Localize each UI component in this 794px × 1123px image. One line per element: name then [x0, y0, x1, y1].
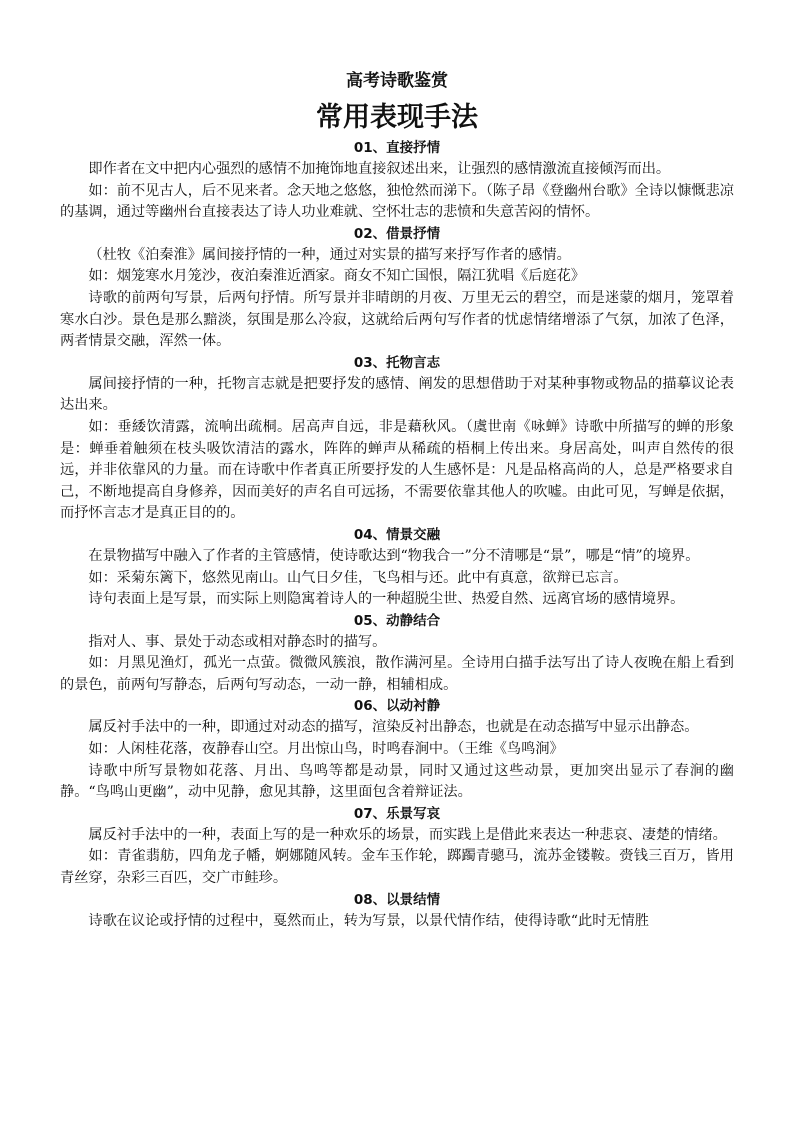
document-title: 高考诗歌鉴赏: [346, 71, 448, 91]
section-paragraph: 在景物描写中融入了作者的主管感情，使诗歌达到“物我合一”分不清哪是“景”，哪是“情”的境界。: [88, 547, 700, 564]
section-heading: 06、以动衬静: [353, 698, 441, 715]
section-heading: 07、乐景写哀: [353, 805, 441, 822]
section-heading: 03、托物言志: [353, 354, 441, 371]
section-paragraph: 如：人闲桂花落，夜静春山空。月出惊山鸟，时鸣春涧中。（王维《鸟鸣涧》: [88, 741, 564, 758]
section-heading: 08、以景结情: [353, 891, 441, 908]
section-paragraph: 属间接抒情的一种，托物言志就是把要抒发的感情、阐发的思想借助于对某种事物或物品的描摹议论表达出来。: [60, 375, 734, 414]
section-paragraph: 诗歌的前两句写景，后两句抒情。所写景并非晴朗的月夜、万里无云的碧空，而是迷蒙的烟月，笼罩着寒水白沙。景色是那么黯淡，氛围是那么冷寂，这就给后两句写作者的忧虑情绪增添了气氛，加浓了色泽，两者情景交融，浑然一体。: [60, 289, 734, 350]
section-paragraph: 如：青雀翡舫，四角龙子幡，婀娜随风转。金车玉作轮，踯躅青骢马，流苏金镂鞍。赍钱三百万，皆用青丝穿，杂彩三百匹，交广市鲑珍。: [60, 848, 734, 887]
section-paragraph: 属反衬手法中的一种，表面上写的是一种欢乐的场景，而实践上是借此来表达一种悲哀、凄楚的情绪。: [88, 826, 727, 843]
document-subtitle: 常用表现手法: [316, 102, 478, 133]
section-paragraph: 诗句表面上是写景，而实际上则隐寓着诗人的一种超脱尘世、热爱自然、远离官场的感情境界。: [88, 591, 685, 608]
section-paragraph: （杜牧《泊秦淮》属间接抒情的一种，通过对实景的描写来抒写作者的感情。: [88, 246, 571, 263]
section-paragraph: 属反衬手法中的一种，即通过对动态的描写，渲染反衬出静态，也就是在动态描写中显示出静态。: [88, 719, 699, 736]
section-paragraph: 如：采菊东篱下，悠然见南山。山气日夕佳，飞鸟相与还。此中有真意，欲辩已忘言。: [88, 569, 628, 586]
section-heading: 01、直接抒情: [353, 140, 441, 156]
section-heading: 04、情景交融: [353, 526, 441, 543]
section-heading: 02、借景抒情: [353, 225, 441, 242]
section-paragraph: 如：垂緌饮清露，流响出疏桐。居高声自远，非是藉秋风。（虞世南《咏蝉》诗歌中所描写的蝉的形象是：蝉垂着触须在枝头吸饮清洁的露水，阵阵的蝉声从稀疏的梧桐上传出来。身居高处，叫声自然传的很远，并非依靠风的力量。而在诗歌中作者真正所要抒发的人生感怀是：凡是品格高尚的人，总是严格要求自己，不断地提高自身修养，因而美好的声名自可远扬，不需要依靠其他人的吹嘘。由此可见，写蝉是依据，而抒怀言志才是真正目的的。: [60, 418, 734, 522]
section-paragraph: 如：月黑见渔灯，孤光一点萤。微微风簇浪，散作满河星。全诗用白描手法写出了诗人夜晚在船上看到的景色，前两句写静态，后两句写动态，一动一静，相辅相成。: [60, 655, 734, 693]
sections-container: [60, 138, 734, 932]
section-paragraph: 诗歌在议论或抒情的过程中，戛然而止，转为写景，以景代情作结，使得诗歌“此时无情胜: [88, 912, 649, 929]
document-page: [60, 68, 734, 932]
section-paragraph: 指对人、事、景处于动态或相对静态时的描写。: [88, 633, 387, 650]
section-heading: 05、动静结合: [353, 612, 441, 629]
section-paragraph: 如：前不见古人，后不见来者。念天地之悠悠，独怆然而涕下。（陈子昂《登幽州台歌》全诗以慷慨悲凉的基调，通过等幽州台直接表达了诗人功业难就、空怀壮志的悲愤和失意苦闷的情怀。: [60, 182, 734, 221]
section-paragraph: 即作者在文中把内心强烈的感情不加掩饰地直接叙述出来，让强烈的感情激流直接倾泻而出。: [88, 161, 671, 177]
section-paragraph: 诗歌中所写景物如花落、月出、鸟鸣等都是动景，同时又通过这些动景，更加突出显示了春涧的幽静。“鸟鸣山更幽”，动中见静，愈见其静，这里面包含着辩证法。: [60, 762, 734, 801]
section-paragraph: 如：烟笼寒水月笼沙，夜泊秦淮近酒家。商女不知亡国恨，隔江犹唱《后庭花》: [88, 268, 585, 285]
